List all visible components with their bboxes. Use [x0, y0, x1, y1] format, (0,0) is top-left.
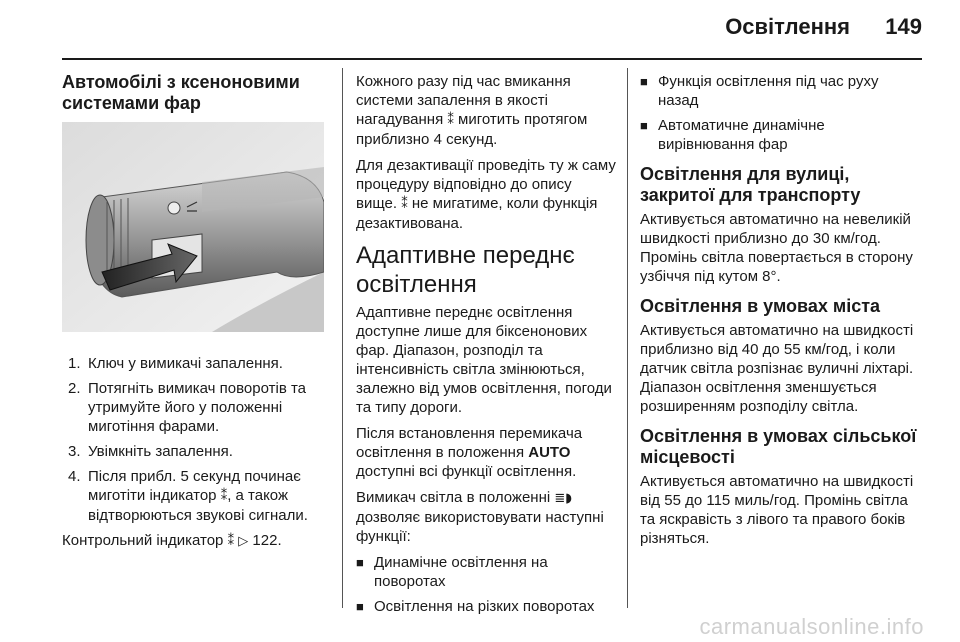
- page-title: Освітлення: [725, 14, 850, 39]
- paragraph: Активується автоматично на швидкості від 55 до 115 миль/год. Промінь світла та яскравість з лівого та правого боків різняться.: [640, 473, 914, 547]
- section-heading-adaptive: Адаптивне переднє освітлення: [356, 242, 575, 298]
- paragraph: Адаптивне переднє освітлення доступне лише для біксенонових фар. Діапазон, розподіл та інтенсивність світла змінюються, залежно від умов освітлення, погоди та типу дороги.: [356, 304, 612, 416]
- section-heading-country: Освітлення в умовах сільської місцевості: [640, 426, 917, 467]
- section-heading-xenon: Автомобілі з ксеноновими системами фар: [62, 72, 300, 113]
- paragraph: Активується автоматично на швидкості приблизно від 40 до 55 км/год, і коли датчик світла розпізнає вуличні ліхтарі. Діапазон освітлення зменшується розширенням розподілу світла.: [640, 322, 914, 415]
- paragraph: Кожного разу під час вмикання системи запалення в якості нагадування ⁑ миготить протягом приблизно 4 секунд.: [356, 73, 588, 148]
- list-item: 3. Увімкніть запалення.: [68, 443, 233, 460]
- column-divider-1: [342, 68, 343, 608]
- low-beam-icon: ≣◗: [554, 491, 573, 506]
- paragraph: Після встановлення перемикача освітлення в положення AUTO доступні всі функції освітлення.: [356, 425, 583, 480]
- list-item: 1. Ключ у вимикачі запалення.: [68, 355, 283, 372]
- paragraph: Для дезактивації проведіть ту ж саму процедуру відповідно до опису вище. ⁑ не мигатиме, коли функція дезактивована.: [356, 157, 616, 232]
- list-item: ■ Автоматичне динамічне вирівнювання фар: [640, 117, 825, 153]
- headlamp-indicator-icon: ⁑: [447, 113, 454, 128]
- list-item: ■ Функція освітлення під час руху назад: [640, 73, 879, 109]
- lever-illustration: [62, 122, 324, 332]
- column-left: [62, 72, 330, 558]
- watermark: carmanualsonline.info: [699, 614, 924, 639]
- procedure-steps: [62, 354, 330, 525]
- list-item: ■ Динамічне освітлення на поворотах: [356, 554, 548, 590]
- auto-label: AUTO: [528, 444, 571, 461]
- section-heading-pedestrian: Освітлення для вулиці, закритої для транспорту: [640, 164, 861, 205]
- column-middle: [356, 72, 616, 622]
- page-reference-arrow-icon[interactable]: ▷: [238, 534, 249, 549]
- feature-list: [356, 553, 616, 616]
- column-right: [640, 72, 922, 555]
- headlamp-indicator-icon: ⁑: [227, 534, 235, 549]
- paragraph: Вимикач світла в положенні ≣◗ дозволяє використовувати наступні функції:: [356, 489, 604, 545]
- list-item: ■ Освітлення на різких поворотах: [356, 598, 595, 615]
- page-reference-link[interactable]: 122.: [252, 532, 282, 549]
- list-item: 4. Після прибл. 5 секунд починає миготіти індикатор ⁑, а також відтворюються звукові сигнали.: [68, 468, 308, 524]
- paragraph: Активується автоматично на невеликій швидкості приблизно до 30 км/год. Промінь світла повертається в сторону узбіччя під кутом 8°.: [640, 211, 913, 285]
- column-divider-2: [627, 68, 628, 608]
- stalk-diagram: [62, 122, 324, 332]
- section-heading-town: Освітлення в умовах міста: [640, 296, 881, 316]
- headlamp-indicator-icon: ⁑: [401, 197, 408, 212]
- page-header: [62, 14, 922, 54]
- indicator-reference: Контрольний індикатор ⁑ ▷ 122.: [62, 532, 282, 549]
- headlamp-indicator-icon: ⁑: [220, 489, 228, 504]
- list-item: 2. Потягніть вимикач поворотів та утримуйте його у положенні миготіння фарами.: [68, 380, 306, 435]
- page-number: 149: [885, 14, 922, 39]
- feature-list-continued: [640, 72, 922, 154]
- header-rule: [62, 58, 922, 60]
